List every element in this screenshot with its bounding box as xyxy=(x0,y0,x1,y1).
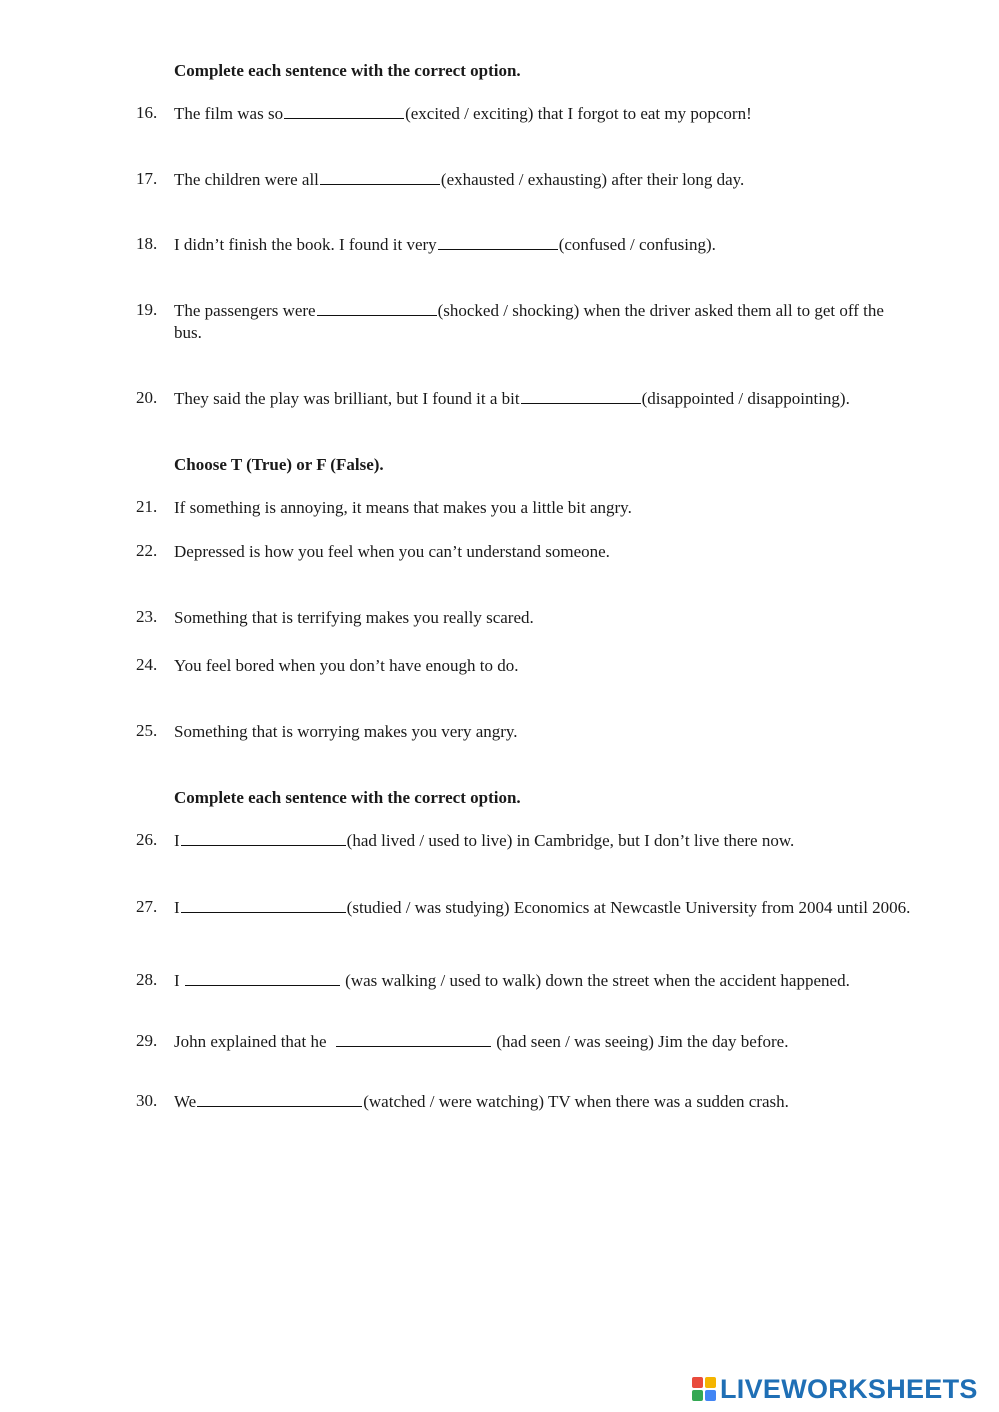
question-25: Something that is worrying makes you very angry. xyxy=(174,722,518,741)
item-number: 22. xyxy=(136,541,158,560)
item-number: 30. xyxy=(136,1091,158,1110)
answer-blank-18[interactable] xyxy=(438,235,558,250)
answer-blank-27[interactable] xyxy=(181,898,346,913)
item-number: 29. xyxy=(136,1031,158,1050)
section-heading: Complete each sentence with the correct option. xyxy=(174,61,521,80)
answer-blank-26[interactable] xyxy=(181,831,346,846)
logo-blocks-icon xyxy=(692,1377,716,1401)
section-heading: Choose T (True) or F (False). xyxy=(174,455,384,474)
question-16: The film was so (excited / exciting) that I forgot to eat my popcorn! xyxy=(174,104,752,123)
answer-blank-20[interactable] xyxy=(521,389,641,404)
answer-blank-30[interactable] xyxy=(197,1092,362,1107)
question-22: Depressed is how you feel when you can’t understand someone. xyxy=(174,542,610,561)
item-number: 25. xyxy=(136,721,158,740)
item-number: 18. xyxy=(136,234,158,253)
section-heading: Complete each sentence with the correct option. xyxy=(174,788,521,807)
question-24: You feel bored when you don’t have enough to do. xyxy=(174,656,519,675)
question-21: If something is annoying, it means that makes you a little bit angry. xyxy=(174,498,632,517)
item-number: 20. xyxy=(136,388,158,407)
question-30: We (watched / were watching) TV when there was a sudden crash. xyxy=(174,1092,789,1111)
question-28: I (was walking / used to walk) down the street when the accident happened. xyxy=(174,971,850,990)
item-number: 26. xyxy=(136,830,158,849)
question-29: John explained that he (had seen / was seeing) Jim the day before. xyxy=(174,1032,789,1051)
answer-blank-17[interactable] xyxy=(320,170,440,185)
question-19: The passengers were (shocked / shocking) when the driver asked them all to get off the bus. xyxy=(174,301,884,342)
question-18: I didn’t finish the book. I found it very (confused / confusing). xyxy=(174,235,716,254)
item-number: 27. xyxy=(136,897,158,916)
question-27: I (studied / was studying) Economics at Newcastle University from 2004 until 2006. xyxy=(174,898,911,917)
question-17: The children were all (exhausted / exhausting) after their long day. xyxy=(174,170,745,189)
item-number: 23. xyxy=(136,607,158,626)
item-number: 28. xyxy=(136,970,158,989)
answer-blank-28[interactable] xyxy=(185,971,340,986)
answer-blank-29[interactable] xyxy=(336,1032,491,1047)
item-number: 21. xyxy=(136,497,158,516)
answer-blank-16[interactable] xyxy=(284,104,404,119)
question-26: I (had lived / used to live) in Cambridge, but I don’t live there now. xyxy=(174,831,795,850)
item-number: 17. xyxy=(136,169,158,188)
question-23: Something that is terrifying makes you really scared. xyxy=(174,608,534,627)
logo-text: LIVEWORKSHEETS xyxy=(720,1373,978,1404)
answer-blank-19[interactable] xyxy=(317,301,437,316)
item-number: 24. xyxy=(136,655,158,674)
liveworksheets-logo xyxy=(692,1374,978,1404)
item-number: 16. xyxy=(136,103,158,122)
item-number: 19. xyxy=(136,300,158,319)
question-20: They said the play was brilliant, but I found it a bit (disappointed / disappointing). xyxy=(174,389,850,408)
